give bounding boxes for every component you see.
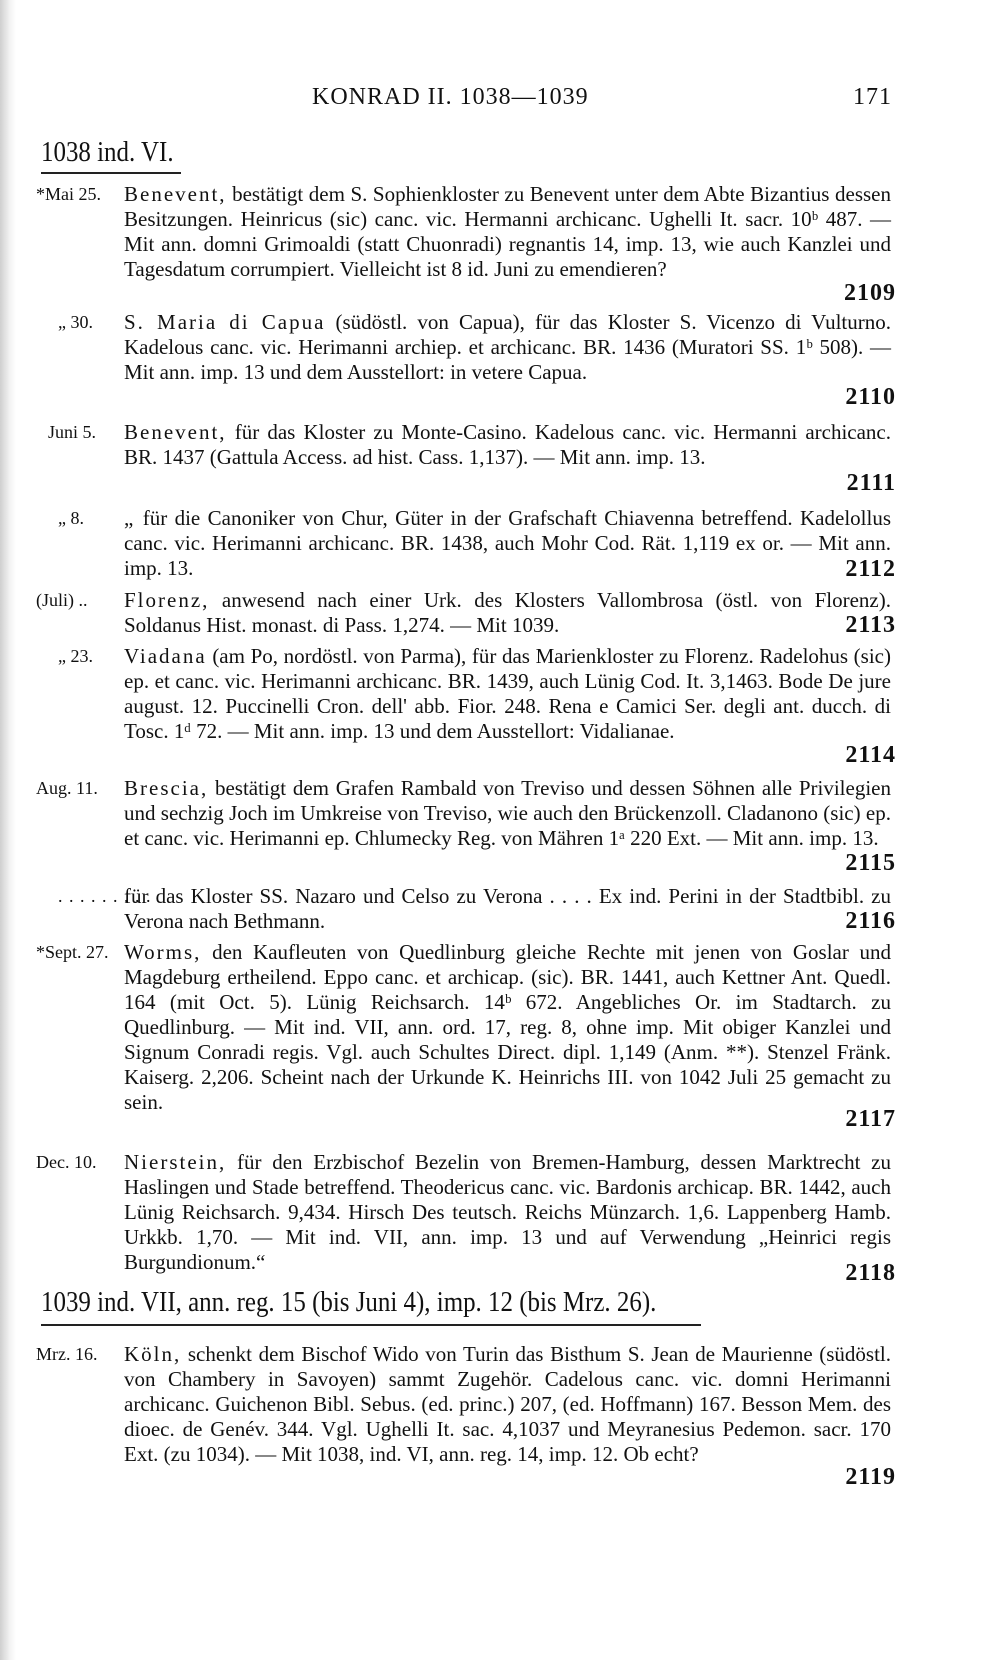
regest-number: 2112 — [845, 556, 896, 582]
entry-text: bestätigt dem Grafen Rambald von Treviso und dessen Söhnen alle Privilegien und sechzig Joch im Umkreise von Treviso, wie auch den Brückenzoll. Cladanono (sic) ep. et canc. vic. Herimanni ep. Chlumecky Reg. von Mähren 1ᵃ 220 Ext. — Mit ann. imp. 13. — [124, 776, 891, 850]
section-rule-1038 — [41, 172, 181, 174]
entry-body — [124, 1150, 891, 1275]
page-number: 171 — [853, 84, 892, 110]
regest-number: 2109 — [844, 280, 896, 306]
entry-body — [124, 420, 891, 470]
entry-text: anwesend nach einer Urk. des Klosters Vallombrosa (östl. von Florenz). Soldanus Hist. monast. di Pass. 1,274. — Mit 1039. — [124, 588, 892, 637]
entry-place: Worms, — [124, 940, 202, 964]
regest-number: 2111 — [846, 470, 896, 496]
entry-date: Juni 5. — [48, 422, 97, 442]
entry-text: für das Kloster zu Monte-Casino. Kadelous canc. vic. Hermanni archicanc. BR. 1437 (Gattula Access. ad hist. Cass. 1,137). — Mit ann. imp. 13. — [124, 420, 892, 469]
entry-body — [124, 310, 891, 385]
entry-date: *Sept. 27. — [36, 942, 109, 962]
entry-text: schenkt dem Bischof Wido von Turin das Bisthum S. Jean de Maurienne (südöstl. von Chambery in Savoyen) sammt Zugehör. Cadelous canc. vic. domni Herimanni archicanc. Guichenon Bibl. Sebus. (ed. princ.) 207, (ed. Hoffmann) 167. Besson Mem. des dioec. de Genév. 344. Vgl. Ughelli It. sac. 4,1037 und Meyranesius Pedemon. sacr. 170 Ext. (zu 1034). — Mit 1038, ind. VI, ann. reg. 14, imp. 12. Ob echt? — [124, 1342, 891, 1466]
regest-number: 2115 — [845, 850, 896, 876]
regest-number: 2114 — [845, 742, 896, 768]
entry-text: (südöstl. von Capua), für das Kloster S. Vicenzo di Vulturno. Kadelous canc. vic. Herimanni archiep. et archicanc. BR. 1436 (Muratori SS. 1ᵇ 508). — Mit ann. imp. 13 und dem Ausstellort: in vetere Capua. — [124, 310, 891, 384]
entry-text: den Kaufleuten von Quedlinburg gleiche Rechte mit jenen von Goslar und Magdeburg ertheilend. Eppo canc. et archicap. (sic). BR. 1441, auch Kettner Ant. Quedl. 164 (mit Oct. 5). Lünig Reichsarch. 14ᵇ 672. Angebliches Or. im Stadtarch. zu Quedlinburg. — Mit ind. VII, ann. ord. 17, reg. 8, ohne imp. Mit obiger Kanzlei und Signum Conradi regis. Vgl. auch Schultes Direct. dipl. 1,149 (Anm. **). Stenzel Fränk. Kaiserg. 2,206. Scheint nach der Urkunde K. Heinrichs III. von 1042 Juli 25 gemacht zu sein. — [124, 940, 892, 1114]
entry-body — [124, 1342, 891, 1467]
section-heading-1038: 1038 ind. VI. — [41, 136, 174, 168]
entry-text: (am Po, nordöstl. von Parma), für das Marienkloster zu Florenz. Radelohus (sic) ep. et canc. vic. Herimanni archicanc. BR. 1439, auch Lünig Cod. It. 3,1463. Bode De jure august. 12. Puccinelli Cron. dell' abb. Fior. 248. Rena e Camici Ser. degli ant. ducch. di Tosc. 1ᵈ 72. — Mit ann. imp. 13 und dem Ausstellort: Vidalianae. — [124, 644, 891, 743]
entry-date: . . . . . . . . . — [58, 886, 152, 906]
entry-date: Dec. 10. — [36, 1152, 97, 1172]
entry-date: „ 23. — [58, 646, 93, 666]
regest-number: 2118 — [845, 1260, 896, 1286]
section-heading-1039: 1039 ind. VII, ann. reg. 15 (bis Juni 4), imp. 12 (bis Mrz. 26). — [41, 1286, 657, 1318]
section-rule-1039 — [41, 1324, 701, 1326]
regest-number: 2110 — [845, 384, 896, 410]
entry-place: „ — [124, 506, 136, 530]
entry-text: für das Kloster SS. Nazaro und Celso zu Verona . . . . Ex ind. Perini in der Stadtbibl. zu Verona nach Bethmann. — [124, 884, 891, 933]
entry-body — [124, 776, 891, 851]
entry-date: „ 30. — [58, 312, 93, 332]
entry-body — [124, 506, 891, 581]
entry-date: „ 8. — [58, 508, 84, 528]
entry-date: *Mai 25. — [36, 184, 101, 204]
entry-text: bestätigt dem S. Sophienkloster zu Benevent unter dem Abte Bizantius dessen Besitzungen. Heinricus (sic) canc. vic. Hermanni archicanc. Ughelli It. sacr. 10ᵇ 487. — Mit ann. domni Grimoaldi (statt Chuonradi) regnantis 14, imp. 13, wie auch Kanzlei und Tagesdatum corrumpiert. Vielleicht ist 8 id. Juni zu emendieren? — [124, 182, 891, 281]
entry-place: Köln, — [124, 1342, 182, 1366]
entry-body — [124, 884, 891, 934]
entry-body — [124, 588, 891, 638]
entry-date: Aug. 11. — [36, 778, 98, 798]
entry-place: Florenz, — [124, 588, 210, 612]
entry-date: Mrz. 16. — [36, 1344, 98, 1364]
entry-place: Viadana — [124, 644, 207, 668]
entry-place: Nierstein, — [124, 1150, 227, 1174]
entry-body — [124, 182, 891, 282]
regest-number: 2113 — [845, 612, 896, 638]
regest-number: 2117 — [845, 1106, 896, 1132]
entry-text: für die Canoniker von Chur, Güter in der Grafschaft Chiavenna betreffend. Kadelollus canc. vic. Herimanni archicanc. BR. 1438, auch Mohr Cod. Rät. 1,119 ex or. — Mit ann. imp. 13. — [124, 506, 891, 580]
entry-body — [124, 644, 891, 744]
running-title: KONRAD II. 1038—1039 — [312, 84, 589, 110]
entry-place: Benevent, — [124, 420, 227, 444]
entry-place: Benevent, — [124, 182, 227, 206]
entry-place: S. Maria di Capua — [124, 310, 326, 334]
entry-date: (Juli) .. — [36, 590, 88, 610]
regest-number: 2116 — [845, 908, 896, 934]
regest-number: 2119 — [845, 1464, 896, 1490]
entry-body — [124, 940, 891, 1115]
entry-text: für den Erzbischof Bezelin von Bremen-Hamburg, dessen Marktrecht zu Haslingen und Stade betreffend. Theodericus canc. vic. Bardonis archicap. BR. 1442, auch Lünig Reichsarch. 9,434. Hirsch Des teutsch. Reichs Münzarch. 1,6. Lappenberg Hamb. Urkkb. 1,70. — Mit ind. VII, ann. imp. 13 und auf Verwendung „Heinrici regis Burgundionum.“ — [124, 1150, 891, 1274]
entry-place: Brescia, — [124, 776, 209, 800]
